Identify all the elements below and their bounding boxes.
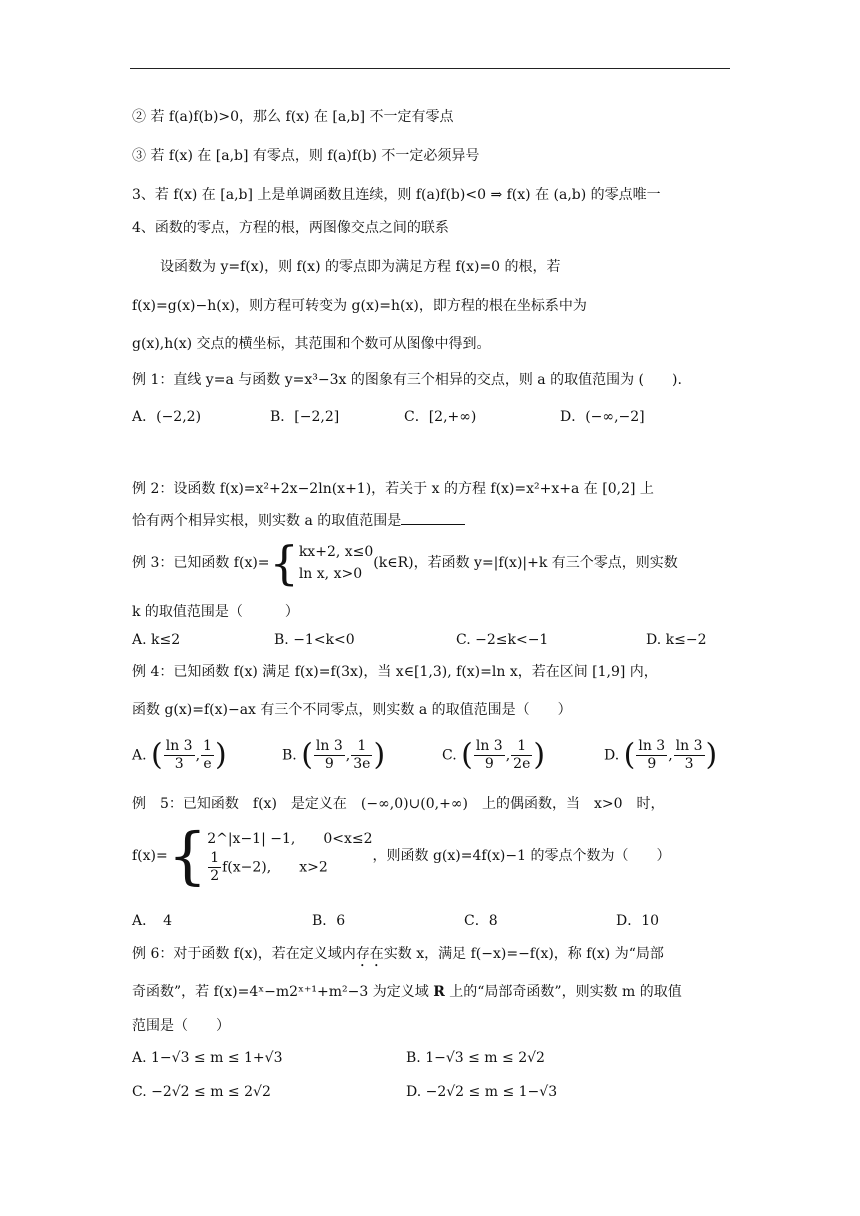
ex3-stem-1: 例 3：已知函数 f(x)={kx+2, x≤0 ln x, x>0(k∈R)，若函数 y=|f(x)|+k 有三个零点，则实数	[132, 536, 678, 590]
ex5-option-a: A． 4	[132, 913, 173, 929]
ex1-option-d: D．(−∞,−2]	[560, 409, 645, 425]
ex1-option-c: C．[2,+∞)	[404, 409, 477, 425]
ex5-stem-1: 例 5：已知函数 f(x) 是定义在 (−∞,0)∪(0,+∞) 上的偶函数，当 x>0 时，	[132, 796, 665, 812]
paragraph-line-2: f(x)=g(x)−h(x)，则方程可转变为 g(x)=h(x)，即方程的根在坐标系中为	[132, 298, 587, 314]
ex6-option-b: B. 1−√3 ≤ m ≤ 2√2	[406, 1050, 545, 1066]
ex4-option-d: D. ( $\frac{\ln 3}{9}$ , $\frac{\ln 3}{3}$ )	[604, 737, 718, 773]
ex6-option-c: C. −2√2 ≤ m ≤ 2√2	[132, 1084, 271, 1100]
ex6-stem-2: 奇函数”，若 f(x)=4ˣ−m2ˣ⁺¹+m²−3 为定义域 R 上的“局部奇函数”，则实数 m 的取值	[132, 984, 682, 1000]
ex6-stem-1: 例 6：对于函数 f(x)，若在定义域内存在实数 x，满足 f(−x)=−f(x)，称 f(x) 为“局部	[132, 946, 664, 962]
ex3-option-c: C. −2≤k<−1	[456, 632, 549, 648]
point-3: 3、若 f(x) 在 [a,b] 上是单调函数且连续，则 f(a)f(b)<0 ⇒ f(x) 在 (a,b) 的零点唯一	[132, 187, 661, 203]
header-rule	[130, 68, 730, 69]
point-4: 4、函数的零点，方程的根，两图像交点之间的联系	[132, 220, 449, 236]
ex3-option-d: D. k≤−2	[646, 632, 707, 648]
ex4-stem-2: 函数 g(x)=f(x)−ax 有三个不同零点，则实数 a 的取值范围是（ ）	[132, 702, 572, 718]
ex4-stem-1: 例 4：已知函数 f(x) 满足 f(x)=f(3x)，当 x∈[1,3), f(x)=ln x，若在区间 [1,9] 内，	[132, 664, 658, 680]
ex4-option-b: B. ( $\frac{\ln 3}{9}$ , $\frac{1}{3e}$ )	[282, 737, 386, 773]
ex2-stem-2: 恰有两个相异实根，则实数 a 的取值范围是	[132, 511, 465, 531]
ex1-option-b: B．[−2,2]	[270, 409, 340, 425]
ex5-option-c: C．8	[464, 913, 498, 929]
ex5-option-b: B．6	[312, 913, 346, 929]
ex6-option-a: A. 1−√3 ≤ m ≤ 1+√3	[132, 1050, 283, 1066]
ex3-option-b: B. −1<k<0	[274, 632, 355, 648]
property-3: ③ 若 f(x) 在 [a,b] 有零点，则 f(a)f(b) 不一定必须异号	[132, 148, 480, 164]
paragraph-line-3: g(x),h(x) 交点的横坐标，其范围和个数可从图像中得到。	[132, 336, 491, 352]
ex1-stem: 例 1：直线 y=a 与函数 y=x³−3x 的图象有三个相异的交点，则 a 的取值范围为 ( ).	[132, 372, 682, 388]
ex1-option-a: A．(−2,2)	[132, 409, 202, 425]
ex5-option-d: D．10	[616, 913, 660, 929]
ex6-option-d: D. −2√2 ≤ m ≤ 1−√3	[406, 1084, 558, 1100]
ex5-piecewise: f(x)={2^|x−1| −1, 0<x≤2 $\frac{1}{2}$ f(x−2), x>2，则函数 g(x)=4f(x)−1 的零点个数为（ ）	[132, 819, 671, 892]
ex3-option-a: A. k≤2	[132, 632, 181, 648]
ex3-stem-2: k 的取值范围是（ ）	[132, 604, 299, 620]
ex6-stem-3: 范围是（ ）	[132, 1018, 230, 1034]
ex2-stem-1: 例 2：设函数 f(x)=x²+2x−2ln(x+1)，若关于 x 的方程 f(x)=x²+x+a 在 [0,2] 上	[132, 481, 654, 497]
ex4-option-c: C. ( $\frac{\ln 3}{9}$ , $\frac{1}{2e}$ )	[442, 737, 546, 773]
ex4-option-a: A. ( $\frac{\ln 3}{3}$ , $\frac{1}{e}$ )	[132, 737, 227, 773]
property-2: ② 若 f(a)f(b)>0，那么 f(x) 在 [a,b] 不一定有零点	[132, 109, 454, 125]
paragraph-line-1: 设函数为 y=f(x)，则 f(x) 的零点即为满足方程 f(x)=0 的根，若	[160, 259, 561, 275]
answer-blank[interactable]	[401, 524, 465, 525]
